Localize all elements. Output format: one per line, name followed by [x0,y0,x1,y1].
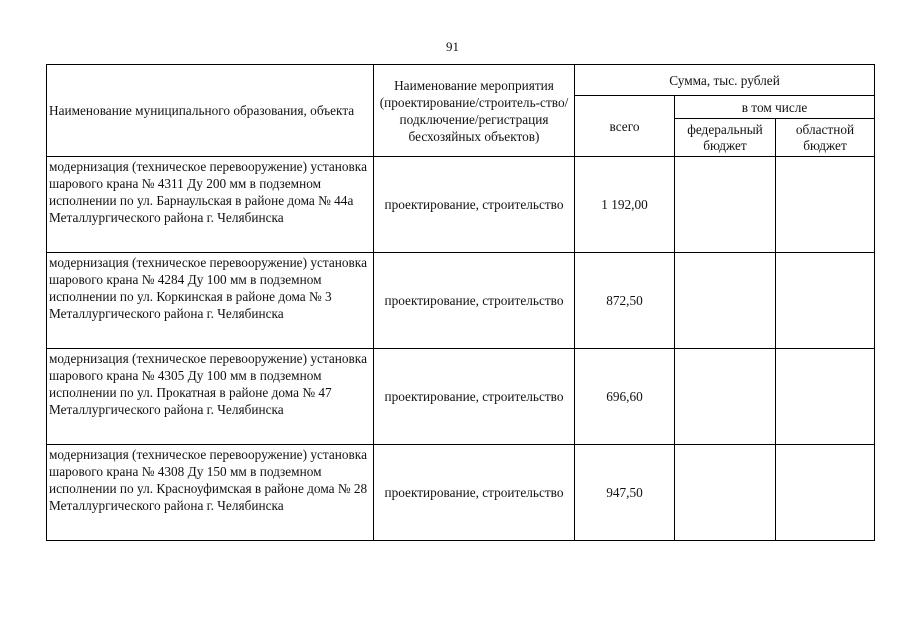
header-federal: федеральный бюджет [675,119,776,157]
header-municipality: Наименование муниципального образования, объекта [47,65,374,157]
header-regional: областной бюджет [776,119,875,157]
object-cell: модернизация (техническое перевооружение) установка шарового крана № 4284 Ду 100 мм в подземном исполнении по ул. Коркинская в районе дома № 3 Металлургического района г. Челябинска [47,253,374,349]
regional-cell [776,157,875,253]
header-sum: Сумма, тыс. рублей [575,65,875,96]
header-event: Наименование мероприятия (проектирование/строитель-ство/подключение/регистрация бесхозяйных объектов) [374,65,575,157]
total-cell: 696,60 [575,349,675,445]
table-row [47,157,875,253]
table-row [47,445,875,541]
event-cell: проектирование, строительство [374,157,575,253]
budget-table [46,64,875,541]
total-cell: 947,50 [575,445,675,541]
table-row [47,349,875,445]
event-cell: проектирование, строительство [374,349,575,445]
object-cell: модернизация (техническое перевооружение) установка шарового крана № 4308 Ду 150 мм в подземном исполнении по ул. Красноуфимская в районе дома № 28 Металлургического района г. Челябинска [47,445,374,541]
regional-cell [776,349,875,445]
federal-cell [675,253,776,349]
table-row [47,253,875,349]
regional-cell [776,253,875,349]
header-total: всего [575,96,675,157]
object-cell: модернизация (техническое перевооружение) установка шарового крана № 4305 Ду 100 мм в подземном исполнении по ул. Прокатная в районе дома № 47 Металлургического района г. Челябинска [47,349,374,445]
federal-cell [675,445,776,541]
header-including: в том числе [675,96,875,119]
page-number: 91 [446,39,459,54]
object-cell: модернизация (техническое перевооружение) установка шарового крана № 4311 Ду 200 мм в подземном исполнении по ул. Барнаульская в районе дома № 44а Металлургического района г. Челябинска [47,157,374,253]
federal-cell [675,349,776,445]
total-cell: 872,50 [575,253,675,349]
total-cell: 1 192,00 [575,157,675,253]
federal-cell [675,157,776,253]
header-row-1 [47,65,875,96]
regional-cell [776,445,875,541]
event-cell: проектирование, строительство [374,445,575,541]
event-cell: проектирование, строительство [374,253,575,349]
